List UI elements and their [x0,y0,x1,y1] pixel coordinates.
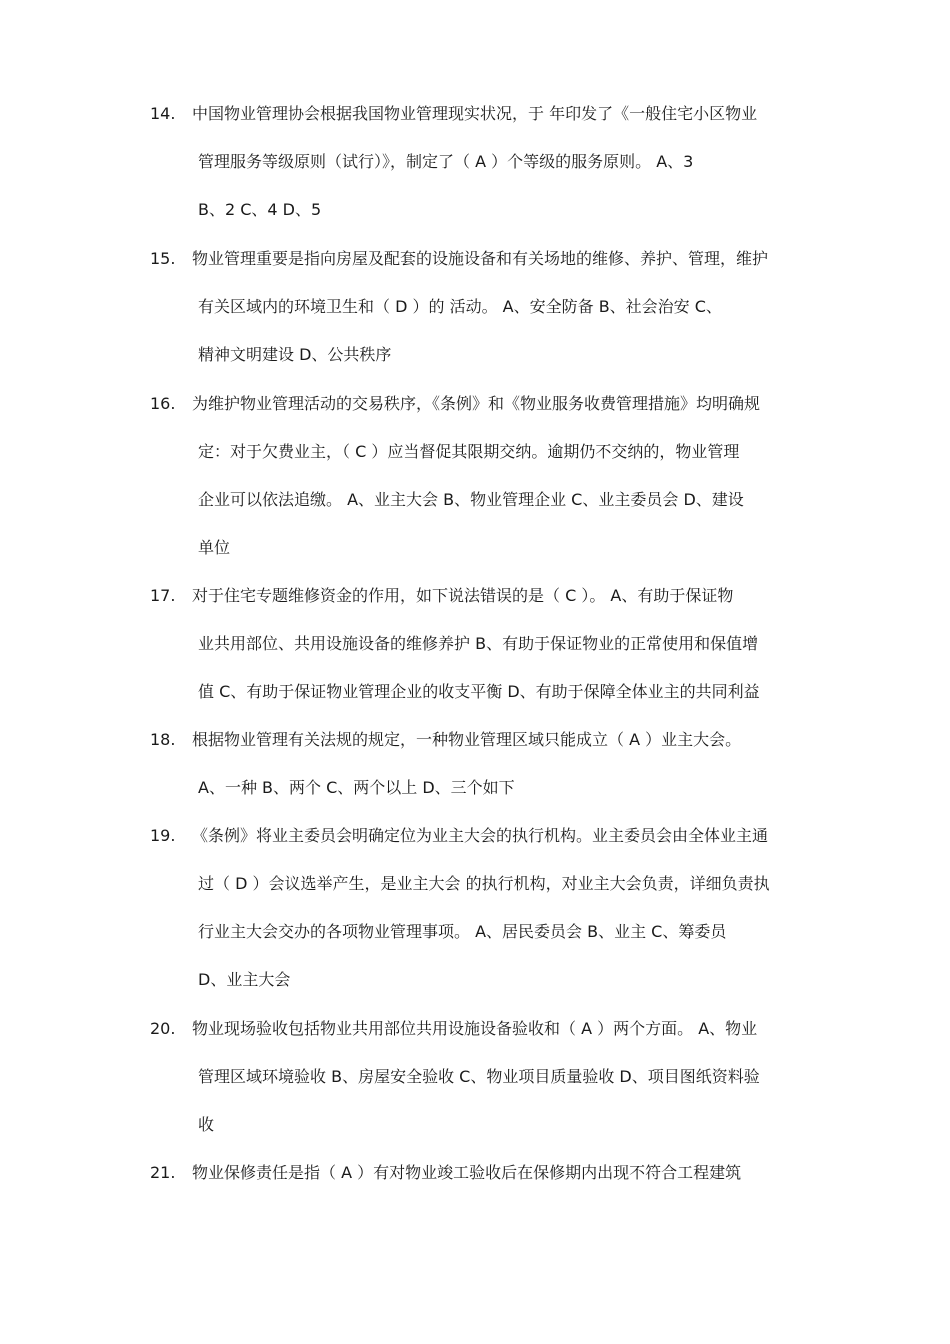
question-number: 19. [150,826,176,845]
question-text-line: 精神文明建设 D、公共秩序 [198,345,392,364]
question-text-line: 过（ D ）会议选举产生，是业主大会 的执行机构，对业主大会负责，详细负责执 [198,874,770,893]
question-number: 15. [150,249,176,268]
question-text-line: 对于住宅专题维修资金的作用，如下说法错误的是（ C ）。 A、有助于保证物 [192,586,734,605]
question-21 [150,1149,830,1197]
question-17 [150,572,830,716]
question-number: 14. [150,104,176,123]
question-text-line: 中国物业管理协会根据我国物业管理现实状况，于 年印发了《一般住宅小区物业 [192,104,758,123]
question-number: 20. [150,1019,176,1038]
question-16 [150,380,830,572]
question-20 [150,1005,830,1149]
question-text-line: 物业管理重要是指向房屋及配套的设施设备和有关场地的维修、养护、管理，维护 [192,249,769,268]
question-text-line: 为维护物业管理活动的交易秩序，《条例》和《物业服务收费管理措施》均明确规 [192,394,761,413]
question-text-line: 行业主大会交办的各项物业管理事项。 A、居民委员会 B、业主 C、筹委员 [198,922,727,941]
question-text-line: 企业可以依法追缴。 A、业主大会 B、物业管理企业 C、业主委员会 D、建设 [198,490,744,509]
question-text-line: 收 [198,1115,215,1134]
question-text-line: B、2 C、4 D、5 [198,200,322,219]
question-19 [150,812,830,1004]
question-number: 16. [150,394,176,413]
question-text-line: D、业主大会 [198,970,291,989]
question-text-line: 单位 [198,538,231,557]
question-number: 21. [150,1163,176,1182]
question-text-line: 管理服务等级原则（试行）》，制定了（ A ）个等级的服务原则。 A、3 [198,152,694,171]
question-14 [150,90,830,234]
question-text-line: 管理区域环境验收 B、房屋安全验收 C、物业项目质量验收 D、项目图纸资料验 [198,1067,760,1086]
question-text-line: 物业保修责任是指（ A ）有对物业竣工验收后在保修期内出现不符合工程建筑 [192,1163,742,1182]
question-text-line: 《条例》将业主委员会明确定位为业主大会的执行机构。业主委员会由全体业主通 [192,826,769,845]
question-15 [150,235,830,379]
question-text-line: 物业现场验收包括物业共用部位共用设施设备验收和（ A ）两个方面。 A、物业 [192,1019,758,1038]
question-text-line: 有关区域内的环境卫生和（ D ）的 活动。 A、安全防备 B、社会治安 C、 [198,297,722,316]
question-number: 18. [150,730,176,749]
question-18 [150,716,830,812]
question-text-line: 定：对于欠费业主，（ C ）应当督促其限期交纳。逾期仍不交纳的，物业管理 [198,442,740,461]
question-text-line: 值 C、有助于保证物业管理企业的收支平衡 D、有助于保障全体业主的共同利益 [198,682,760,701]
question-text-line: 业共用部位、共用设施设备的维修养护 B、有助于保证物业的正常使用和保值增 [198,634,759,653]
question-text-line: A、一种 B、两个 C、两个以上 D、三个如下 [198,778,515,797]
question-number: 17. [150,586,176,605]
question-text-line: 根据物业管理有关法规的规定，一种物业管理区域只能成立（ A ）业主大会。 [192,730,742,749]
